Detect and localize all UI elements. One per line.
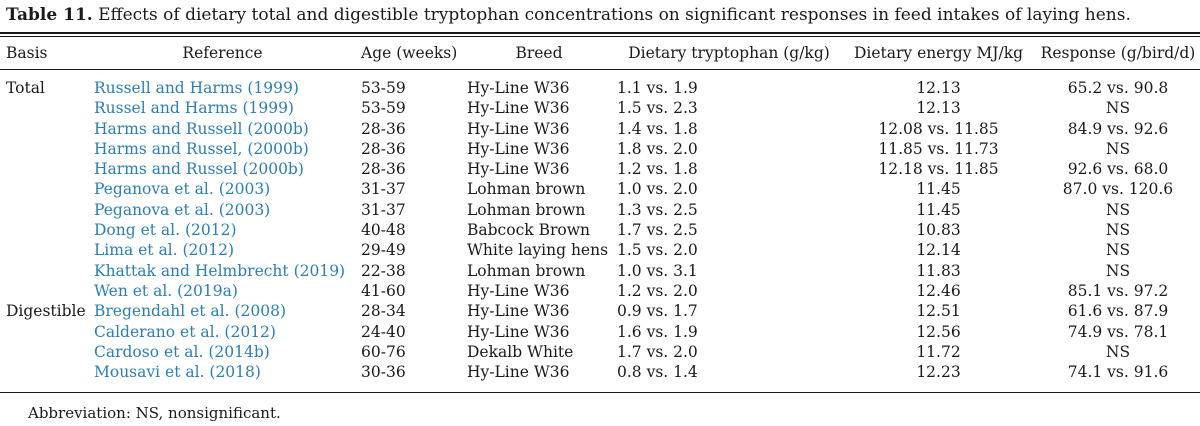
cell-reference <box>86 159 351 179</box>
cell-basis <box>0 342 86 362</box>
cell-response: NS <box>1105 200 1131 219</box>
cell-reference-link[interactable]: Russel and Harms (1999) <box>94 99 294 118</box>
cell-response: 65.2 vs. 90.8 <box>1067 79 1169 97</box>
cell-tryptophan: 1.8 vs. 2.0 <box>617 139 698 158</box>
cell-basis <box>0 220 86 240</box>
cell-basis <box>0 200 86 220</box>
cell-response: 92.6 vs. 68.0 <box>1067 160 1169 179</box>
cell-reference-link[interactable]: Peganova et al. (2003) <box>94 200 271 219</box>
cell-reference-link[interactable]: Harms and Russel, (2000b) <box>94 139 309 158</box>
cell-breed: White laying hens <box>467 241 609 260</box>
cell-breed: Lohman brown <box>467 200 586 219</box>
cell-energy: 10.83 <box>916 221 961 240</box>
cell-energy: 11.85 vs. 11.73 <box>878 139 999 158</box>
cell-reference-link[interactable]: Peganova et al. (2003) <box>94 180 271 199</box>
data-table <box>0 37 1200 382</box>
table-row <box>0 159 1200 179</box>
bottom-rule <box>0 392 1200 393</box>
table-row <box>0 119 1200 139</box>
cell-tryptophan: 1.1 vs. 1.9 <box>617 79 698 97</box>
header-row <box>0 37 1200 69</box>
table-row <box>0 301 1200 321</box>
cell-response: NS <box>1105 99 1131 118</box>
cell-age: 24-40 <box>361 322 406 341</box>
table-row <box>0 362 1200 382</box>
cell-energy: 12.14 <box>916 241 961 260</box>
cell-breed: Hy-Line W36 <box>467 302 570 321</box>
table-row <box>0 322 1200 342</box>
cell-tryptophan: 1.7 vs. 2.5 <box>617 221 698 240</box>
cell-tryptophan: 1.0 vs. 2.0 <box>617 180 698 199</box>
cell-basis <box>0 261 86 281</box>
cell-response: NS <box>1105 241 1131 260</box>
cell-breed: Hy-Line W36 <box>467 79 570 97</box>
cell-basis <box>0 281 86 301</box>
table-caption-text: Effects of dietary total and digestible tryptophan concentrations on significant responses in feed intakes of laying hens. <box>92 5 1131 25</box>
cell-energy: 12.56 <box>916 322 961 341</box>
cell-reference <box>86 261 351 281</box>
table-row <box>0 179 1200 199</box>
cell-basis <box>0 159 86 179</box>
column-header-response: Response (g/bird/d) <box>1040 44 1196 62</box>
cell-tryptophan: 1.7 vs. 2.0 <box>617 342 698 361</box>
cell-energy: 12.46 <box>916 281 961 300</box>
cell-reference <box>86 139 351 159</box>
cell-age: 40-48 <box>361 221 406 240</box>
cell-reference <box>86 98 351 118</box>
cell-reference <box>86 362 351 382</box>
cell-reference-link[interactable]: Russell and Harms (1999) <box>94 79 299 97</box>
table-row <box>0 98 1200 118</box>
cell-breed: Lohman brown <box>467 180 586 199</box>
table-row <box>0 342 1200 362</box>
cell-basis <box>0 362 86 382</box>
cell-response: 87.0 vs. 120.6 <box>1062 180 1174 199</box>
cell-breed: Babcock Brown <box>467 221 590 240</box>
cell-breed: Hy-Line W36 <box>467 99 570 118</box>
cell-energy: 12.18 vs. 11.85 <box>878 160 999 179</box>
cell-age: 28-36 <box>361 139 406 158</box>
cell-breed: Hy-Line W36 <box>467 322 570 341</box>
cell-reference <box>86 281 351 301</box>
cell-age: 31-37 <box>361 200 406 219</box>
cell-reference-link[interactable]: Dong et al. (2012) <box>94 221 237 240</box>
cell-reference <box>86 342 351 362</box>
table-row <box>0 200 1200 220</box>
table-row <box>0 281 1200 301</box>
table-caption-label: Table 11. <box>6 5 93 25</box>
table-footnote: Abbreviation: NS, nonsignificant. <box>28 404 281 422</box>
cell-reference-link[interactable]: Khattak and Helmbrecht (2019) <box>94 261 346 280</box>
column-header-basis: Basis <box>6 44 48 62</box>
cell-basis <box>0 139 86 159</box>
cell-reference-link[interactable]: Bregendahl et al. (2008) <box>94 302 287 321</box>
cell-reference <box>86 322 351 342</box>
cell-response: 85.1 vs. 97.2 <box>1067 281 1169 300</box>
cell-age: 31-37 <box>361 180 406 199</box>
cell-basis: Digestible <box>6 302 86 321</box>
cell-energy: 11.45 <box>916 200 961 219</box>
cell-age: 53-59 <box>361 79 406 97</box>
cell-reference <box>86 69 351 98</box>
cell-tryptophan: 1.3 vs. 2.5 <box>617 200 698 219</box>
cell-breed: Lohman brown <box>467 261 586 280</box>
cell-reference-link[interactable]: Mousavi et al. (2018) <box>94 363 261 382</box>
cell-basis <box>0 322 86 342</box>
cell-basis: Total <box>6 79 45 97</box>
cell-energy: 11.83 <box>916 261 961 280</box>
table-row <box>0 69 1200 98</box>
column-header-age: Age (weeks) <box>361 44 458 62</box>
cell-response: 84.9 vs. 92.6 <box>1067 119 1169 138</box>
column-header-reference: Reference <box>182 44 263 62</box>
cell-age: 28-36 <box>361 119 406 138</box>
cell-reference-link[interactable]: Lima et al. (2012) <box>94 241 235 260</box>
cell-response: NS <box>1105 221 1131 240</box>
cell-age: 30-36 <box>361 363 406 382</box>
cell-basis <box>0 179 86 199</box>
cell-age: 28-34 <box>361 302 406 321</box>
cell-age: 29-49 <box>361 241 406 260</box>
cell-reference-link[interactable]: Wen et al. (2019a) <box>94 281 238 300</box>
cell-tryptophan: 1.0 vs. 3.1 <box>617 261 698 280</box>
cell-reference <box>86 179 351 199</box>
cell-breed: Hy-Line W36 <box>467 119 570 138</box>
cell-energy: 11.45 <box>916 180 961 199</box>
top-rule-thick <box>0 32 1200 34</box>
cell-response: NS <box>1105 139 1131 158</box>
table-row <box>0 139 1200 159</box>
cell-breed: Hy-Line W36 <box>467 281 570 300</box>
cell-reference-link[interactable]: Harms and Russell (2000b) <box>94 119 309 138</box>
cell-response: NS <box>1105 342 1131 361</box>
table-row <box>0 220 1200 240</box>
cell-energy: 12.08 vs. 11.85 <box>878 119 999 138</box>
table-row <box>0 261 1200 281</box>
cell-energy: 12.23 <box>916 363 961 382</box>
cell-breed: Dekalb White <box>467 342 574 361</box>
table-caption <box>6 4 1194 26</box>
cell-reference <box>86 119 351 139</box>
cell-tryptophan: 1.4 vs. 1.8 <box>617 119 698 138</box>
cell-tryptophan: 1.5 vs. 2.3 <box>617 99 698 118</box>
cell-tryptophan: 0.8 vs. 1.4 <box>617 363 698 382</box>
column-header-energy: Dietary energy MJ/kg <box>853 44 1024 62</box>
cell-energy: 12.13 <box>916 79 961 97</box>
cell-energy: 12.51 <box>916 302 961 321</box>
cell-age: 60-76 <box>361 342 406 361</box>
cell-tryptophan: 1.6 vs. 1.9 <box>617 322 698 341</box>
cell-energy: 12.13 <box>916 99 961 118</box>
cell-response: 61.6 vs. 87.9 <box>1067 302 1169 321</box>
column-header-breed: Breed <box>515 44 563 62</box>
column-header-tryptophan: Dietary tryptophan (g/kg) <box>628 44 830 62</box>
cell-age: 22-38 <box>361 261 406 280</box>
cell-tryptophan: 1.2 vs. 2.0 <box>617 281 698 300</box>
cell-response: 74.1 vs. 91.6 <box>1067 363 1169 382</box>
cell-reference-link[interactable]: Harms and Russel (2000b) <box>94 160 304 179</box>
cell-reference <box>86 200 351 220</box>
cell-basis <box>0 98 86 118</box>
cell-reference-link[interactable]: Calderano et al. (2012) <box>94 322 276 341</box>
cell-energy: 11.72 <box>916 342 961 361</box>
cell-reference <box>86 301 351 321</box>
cell-reference <box>86 240 351 260</box>
cell-basis <box>0 240 86 260</box>
cell-reference-link[interactable]: Cardoso et al. (2014b) <box>94 342 270 361</box>
cell-tryptophan: 1.5 vs. 2.0 <box>617 241 698 260</box>
cell-reference <box>86 220 351 240</box>
cell-age: 41-60 <box>361 281 406 300</box>
cell-tryptophan: 1.2 vs. 1.8 <box>617 160 698 179</box>
cell-breed: Hy-Line W36 <box>467 160 570 179</box>
cell-breed: Hy-Line W36 <box>467 363 570 382</box>
cell-response: NS <box>1105 261 1131 280</box>
cell-basis <box>0 119 86 139</box>
cell-age: 28-36 <box>361 160 406 179</box>
table-body <box>0 69 1200 382</box>
cell-breed: Hy-Line W36 <box>467 139 570 158</box>
cell-tryptophan: 0.9 vs. 1.7 <box>617 302 698 321</box>
cell-response: 74.9 vs. 78.1 <box>1067 322 1169 341</box>
table-row <box>0 240 1200 260</box>
cell-age: 53-59 <box>361 99 406 118</box>
